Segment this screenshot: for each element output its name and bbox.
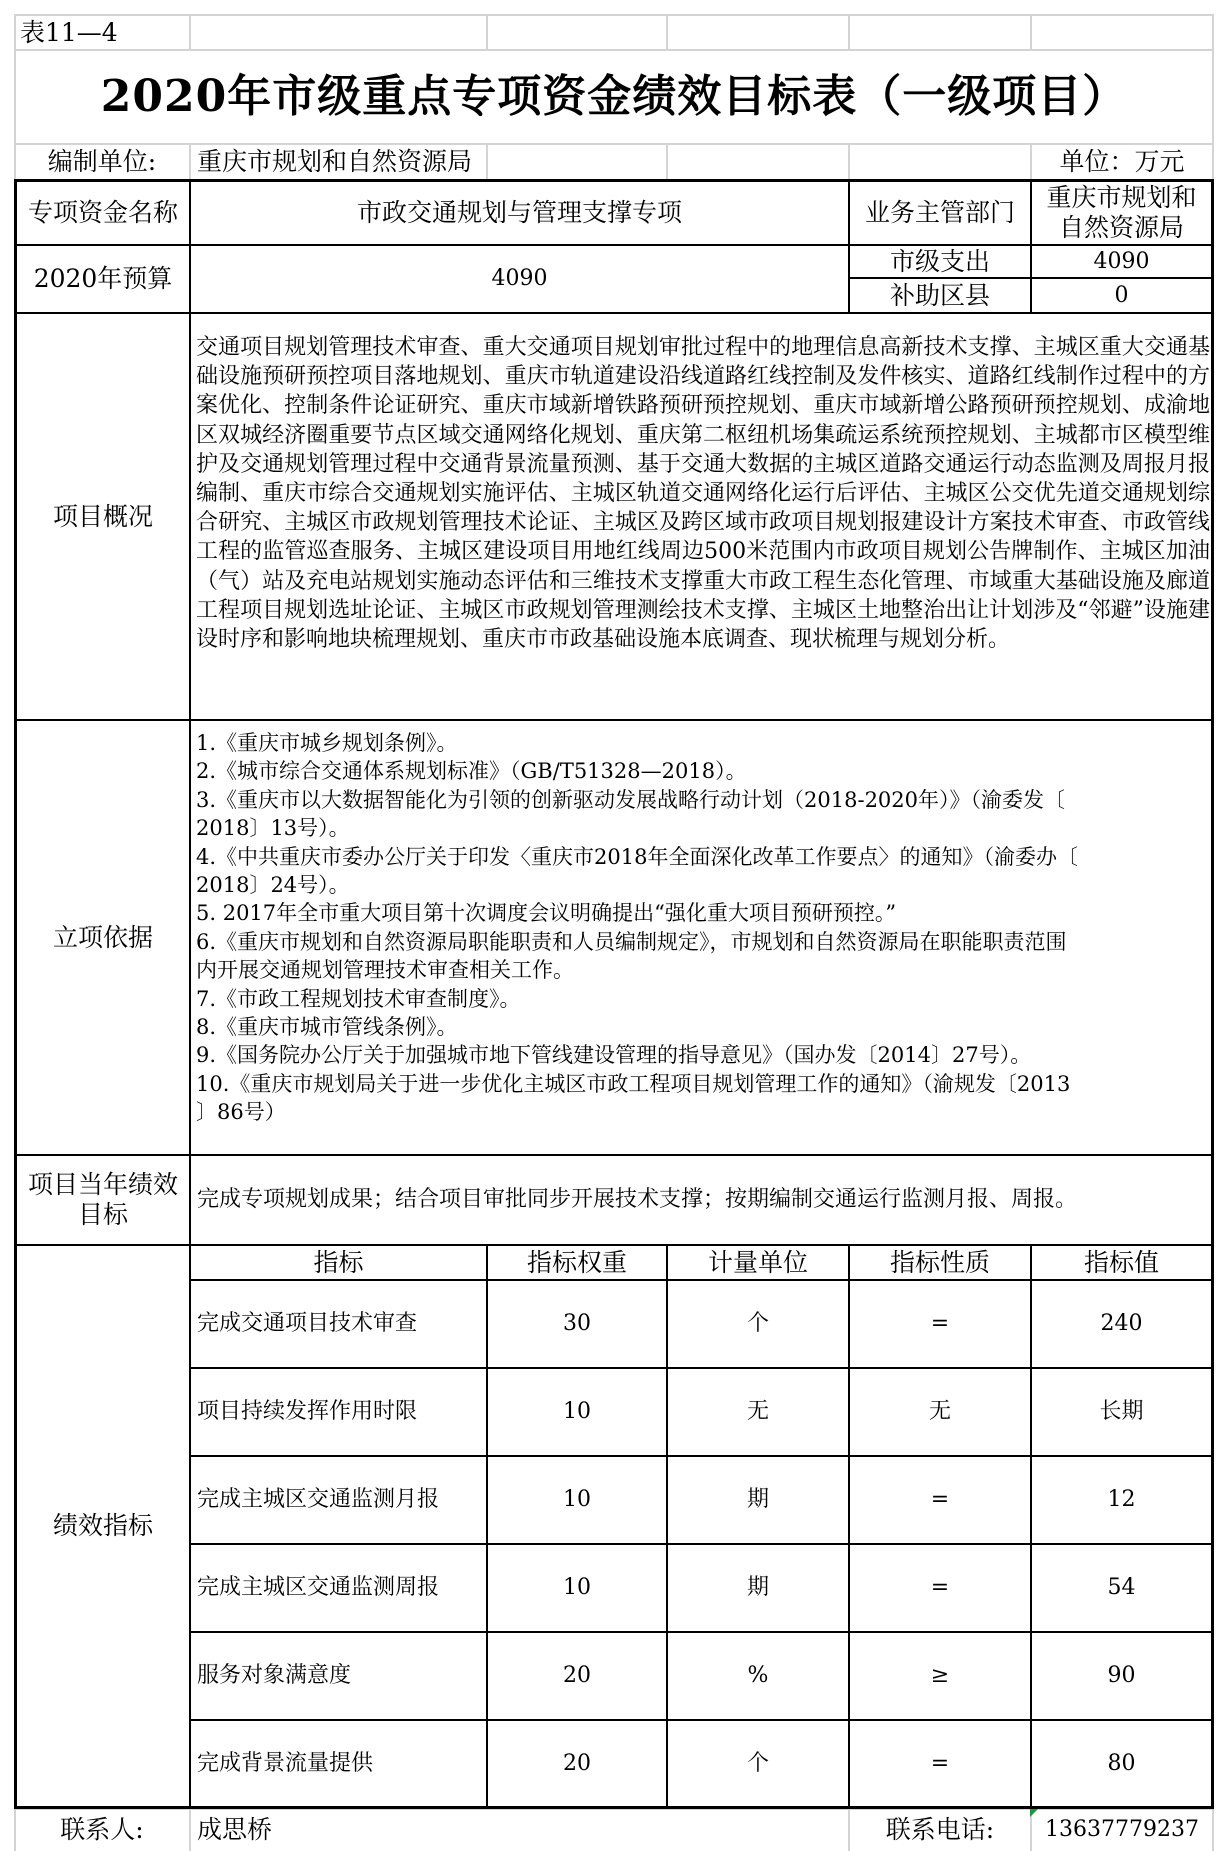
indicator-name: 项目持续发挥作用时限 bbox=[197, 1399, 418, 1424]
indicator-nature: = bbox=[930, 1575, 950, 1600]
overview-text: 交通项目规划管理技术审查、重大交通项目规划审批过程中的地理信息高新技术支撑、主城区重大交通基础设施预研预控项目落地规划、重庆市轨道建设沿线道路红线控制及发件核实、道路红线制作过程中的方案优化、控制条件论证研究、重庆市域新增铁路预研预控规划、重庆市域新增公路预研预控规划、成渝地区双城经济圈重要节点区域交通网络化规划、重庆第二枢纽机场集疏运系统预控规划、主城都市区模型维护及交通规划管理过程中交通背景流量预测、基于交通大数据的主城区道路交通运行动态监测及周报月报编制、重庆市综合交通规划实施评估、主城区轨道交通网络化运行后评估、主城区公交优先道交通规划综合研究、主城区市政规划管理技术论证、主城区及跨区域市政项目规划报建设计方案技术审查、市政管线工程的监管巡查服务、主城区建设项目用地红线周边500米范围内市政项目规划公告牌制作、主城区加油（气）站及充电站规划实施动态评估和三维技术支撑重大市政工程生态化管理、市域重大基础设施及廊道工程项目规划选址论证、主城区市政规划管理测绘技术支撑、主城区土地整治出让计划涉及“邻避”设施建设时序和影响地块梳理规划、重庆市市政基础设施本底调查、现状梳理与规划分析。 bbox=[196, 335, 1210, 653]
indicator-weight: 10 bbox=[563, 1399, 591, 1424]
currency-unit: 单位：万元 bbox=[1059, 147, 1185, 176]
indicator-name: 完成交通项目技术审查 bbox=[197, 1311, 418, 1336]
indicator-unit: 期 bbox=[746, 1487, 769, 1512]
indicator-unit: 个 bbox=[746, 1311, 769, 1336]
indicator-name: 完成主城区交通监测周报 bbox=[197, 1575, 440, 1600]
subsidy-label: 补助区县 bbox=[889, 280, 990, 310]
basis-line: 8.《重庆市城市管线条例》。 bbox=[196, 1015, 458, 1040]
border bbox=[1211, 179, 1214, 1809]
indicator-unit: 无 bbox=[746, 1399, 769, 1424]
cell-comment-marker bbox=[1030, 1809, 1038, 1817]
indicator-nature: = bbox=[930, 1750, 950, 1776]
indicator-nature: ≥ bbox=[930, 1663, 950, 1688]
col-header-nature: 指标性质 bbox=[889, 1247, 990, 1277]
indicator-name: 完成主城区交通监测月报 bbox=[197, 1487, 440, 1512]
basis-line: 4.《中共重庆市委办公厅关于印发〈重庆市2018年全面深化改革工作要点〉的通知》（渝委办〔 bbox=[196, 844, 1078, 869]
indicator-unit: 期 bbox=[746, 1575, 769, 1600]
gridline bbox=[848, 143, 850, 180]
gridline bbox=[666, 14, 668, 50]
indicator-name: 完成背景流量提供 bbox=[197, 1750, 374, 1776]
gridline bbox=[1212, 1808, 1214, 1851]
unit-name: 重庆市规划和自然资源局 bbox=[197, 147, 473, 176]
indicator-unit: 个 bbox=[746, 1750, 769, 1776]
basis-list bbox=[196, 729, 1210, 1127]
subsidy-value: 0 bbox=[1114, 282, 1129, 308]
basis-line: 2018〕13号）。 bbox=[196, 816, 350, 841]
basis-line: 3.《重庆市以大数据智能化为引领的创新驱动发展战略行动计划（2018-2020年）》（渝委发〔 bbox=[196, 787, 1066, 812]
dept-label: 业务主管部门 bbox=[864, 198, 1015, 227]
city-expense-label: 市级支出 bbox=[889, 246, 990, 276]
phone-label: 联系电话: bbox=[885, 1815, 995, 1844]
basis-line: 1.《重庆市城乡规划条例》。 bbox=[196, 731, 458, 755]
basis-line: 内开展交通规划管理技术审查相关工作。 bbox=[196, 958, 574, 983]
table-number: 表11—4 bbox=[20, 18, 118, 47]
indicator-value: 80 bbox=[1107, 1750, 1136, 1776]
budget-label: 2020年预算 bbox=[33, 264, 173, 293]
city-expense-value: 4090 bbox=[1093, 248, 1150, 274]
basis-line: 7.《市政工程规划技术审查制度》。 bbox=[196, 986, 521, 1011]
indicator-weight: 10 bbox=[563, 1487, 591, 1512]
col-header-weight: 指标权重 bbox=[526, 1247, 627, 1277]
indicator-weight: 10 bbox=[563, 1575, 591, 1600]
gridline bbox=[848, 14, 850, 50]
indicator-unit: % bbox=[747, 1663, 769, 1688]
goal-text: 完成专项规划成果；结合项目审批同步开展技术支撑；按期编制交通运行监测月报、周报。 bbox=[197, 1187, 1078, 1212]
basis-line: 2.《城市综合交通体系规划标准》（GB/T51328—2018）。 bbox=[196, 759, 747, 784]
indicator-weight: 30 bbox=[563, 1311, 591, 1336]
indicator-nature: 无 bbox=[928, 1399, 951, 1424]
goal-label: 项目当年绩效目标 bbox=[27, 1170, 178, 1229]
border bbox=[14, 719, 1214, 721]
indicator-value: 12 bbox=[1107, 1487, 1136, 1512]
gridline bbox=[486, 14, 488, 50]
unit-label: 编制单位: bbox=[47, 147, 157, 176]
contact-name: 成思桥 bbox=[197, 1815, 273, 1844]
fund-name-label: 专项资金名称 bbox=[27, 198, 178, 227]
indicator-weight: 20 bbox=[563, 1663, 591, 1688]
indicator-value: 90 bbox=[1107, 1663, 1136, 1688]
gridline bbox=[1030, 14, 1032, 50]
basis-line: 9.《国务院办公厅关于加强城市地下管线建设管理的指导意见》（国办发〔2014〕27号）。 bbox=[196, 1043, 1032, 1068]
col-header-unit: 计量单位 bbox=[707, 1247, 808, 1277]
page-title: 2020年市级重点专项资金绩效目标表（一级项目） bbox=[100, 71, 1128, 122]
phone-number: 13637779237 bbox=[1045, 1817, 1199, 1842]
indicator-value: 240 bbox=[1100, 1311, 1143, 1336]
indicator-weight: 20 bbox=[563, 1750, 591, 1776]
col-header-indicator: 指标 bbox=[313, 1247, 364, 1277]
indicator-nature: = bbox=[930, 1311, 950, 1336]
basis-line: 10.《重庆市规划局关于进一步优化主城区市政工程项目规划管理工作的通知》（渝规发〔2013 bbox=[196, 1071, 1071, 1096]
border bbox=[14, 312, 1214, 314]
budget-total: 4090 bbox=[491, 266, 548, 291]
basis-line: 5. 2017年全市重大项目第十次调度会议明确提出“强化重大项目预研预控。” bbox=[196, 901, 897, 926]
basis-line: 〕86号） bbox=[196, 1100, 286, 1125]
overview-label: 项目概况 bbox=[52, 501, 153, 531]
indicator-name: 服务对象满意度 bbox=[197, 1663, 352, 1688]
indicator-value: 54 bbox=[1107, 1575, 1136, 1600]
contact-label: 联系人: bbox=[60, 1815, 144, 1844]
basis-line: 2018〕24号）。 bbox=[196, 873, 350, 898]
col-header-value: 指标值 bbox=[1083, 1247, 1159, 1277]
basis-label: 立项依据 bbox=[52, 922, 153, 952]
indicators-label: 绩效指标 bbox=[52, 1511, 153, 1540]
indicator-value: 长期 bbox=[1099, 1399, 1144, 1424]
indicator-nature: = bbox=[930, 1487, 950, 1512]
fund-name: 市政交通规划与管理支撑专项 bbox=[356, 198, 682, 227]
dept-name: 重庆市规划和自然资源局 bbox=[1046, 183, 1197, 242]
basis-line: 6.《重庆市规划和自然资源局职能职责和人员编制规定》，市规划和自然资源局在职能职责范围 bbox=[196, 929, 1067, 954]
